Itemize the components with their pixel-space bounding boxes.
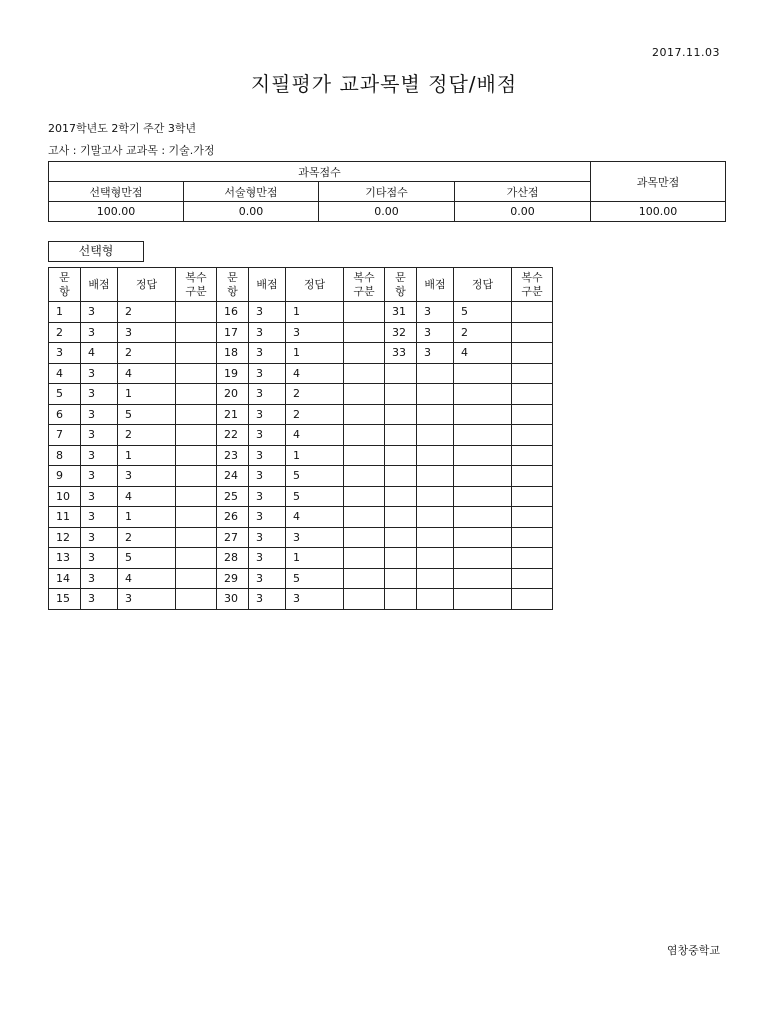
question-no: 21 [217,404,249,425]
table-row [49,445,553,466]
table-row [49,425,553,446]
table-row [49,507,553,528]
answer: 1 [286,302,344,323]
multiple-flag [176,343,217,364]
question-no: 24 [217,466,249,487]
score-value: 0.00 [319,202,455,222]
table-row [49,343,553,364]
header-multiple: 복수 구분 [344,268,385,302]
points [417,568,454,589]
score-table [48,161,726,222]
section-label: 선택형 [48,241,144,262]
multiple-flag [512,466,553,487]
multiple-flag [176,363,217,384]
answer: 5 [286,568,344,589]
question-no: 22 [217,425,249,446]
multiple-flag [512,486,553,507]
points: 3 [81,384,118,405]
question-no [385,507,417,528]
multiple-flag [176,322,217,343]
answer [454,507,512,528]
multiple-flag [176,486,217,507]
answer [454,363,512,384]
points [417,384,454,405]
question-no: 3 [49,343,81,364]
table-row [49,527,553,548]
multiple-flag [344,302,385,323]
points [417,425,454,446]
points: 3 [249,589,286,610]
points: 3 [81,486,118,507]
points: 3 [417,302,454,323]
answer: 4 [118,363,176,384]
points [417,548,454,569]
header-answer: 정답 [286,268,344,302]
answer [454,548,512,569]
multiple-flag [512,404,553,425]
answer [454,384,512,405]
header-answer: 정답 [454,268,512,302]
points: 3 [417,322,454,343]
answer [454,527,512,548]
multiple-flag [176,548,217,569]
question-no: 25 [217,486,249,507]
question-no: 30 [217,589,249,610]
question-no: 16 [217,302,249,323]
multiple-flag [344,445,385,466]
table-row [49,363,553,384]
answer: 3 [118,466,176,487]
multiple-flag [344,425,385,446]
school-name: 염창중학교 [666,944,720,957]
header-answer: 정답 [118,268,176,302]
answer: 3 [286,589,344,610]
question-no: 1 [49,302,81,323]
question-no [385,363,417,384]
points: 3 [81,568,118,589]
question-no: 18 [217,343,249,364]
question-no: 26 [217,507,249,528]
score-value: 100.00 [49,202,184,222]
points: 3 [81,425,118,446]
points: 3 [249,322,286,343]
question-no: 6 [49,404,81,425]
points [417,404,454,425]
question-no: 29 [217,568,249,589]
multiple-flag [176,527,217,548]
multiple-flag [344,322,385,343]
multiple-flag [512,548,553,569]
multiple-flag [344,404,385,425]
answer [454,445,512,466]
multiple-flag [176,302,217,323]
points: 3 [81,466,118,487]
points: 3 [81,363,118,384]
score-column-header: 선택형만점 [49,182,184,202]
points: 3 [81,589,118,610]
answer: 2 [118,425,176,446]
points: 4 [81,343,118,364]
points [417,445,454,466]
header-multiple: 복수 구분 [512,268,553,302]
multiple-flag [344,568,385,589]
points: 3 [249,486,286,507]
question-no: 33 [385,343,417,364]
multiple-flag [512,384,553,405]
answer [454,486,512,507]
answer: 4 [118,486,176,507]
header-question-no: 문 항 [217,268,249,302]
table-row [49,486,553,507]
table-row [49,568,553,589]
question-no [385,404,417,425]
points [417,486,454,507]
question-no [385,527,417,548]
multiple-flag [344,548,385,569]
answer: 1 [286,445,344,466]
multiple-flag [512,527,553,548]
document-title: 지필평가 교과목별 정답/배점 [250,72,518,96]
multiple-flag [344,466,385,487]
question-no: 17 [217,322,249,343]
points: 3 [417,343,454,364]
question-no: 5 [49,384,81,405]
answer: 3 [286,322,344,343]
points: 3 [81,548,118,569]
answer: 2 [454,322,512,343]
multiple-flag [344,384,385,405]
exam-subject-info: 고사 : 기말고사 교과목 : 기술.가정 [48,144,215,157]
points: 3 [81,404,118,425]
points [417,527,454,548]
answer: 2 [118,527,176,548]
answer: 1 [118,445,176,466]
points: 3 [249,302,286,323]
points: 3 [249,343,286,364]
points: 3 [81,527,118,548]
header-question-no: 문 항 [49,268,81,302]
multiple-flag [176,445,217,466]
question-no [385,445,417,466]
question-no [385,384,417,405]
question-no: 27 [217,527,249,548]
answer [454,568,512,589]
full-score-value: 100.00 [591,202,726,222]
answer: 4 [118,568,176,589]
table-row [49,384,553,405]
answer: 4 [454,343,512,364]
header-points: 배점 [249,268,286,302]
score-value: 0.00 [455,202,591,222]
points: 3 [249,445,286,466]
question-no: 8 [49,445,81,466]
multiple-flag [512,363,553,384]
question-no: 14 [49,568,81,589]
multiple-flag [176,425,217,446]
header-points: 배점 [417,268,454,302]
multiple-flag [512,302,553,323]
answer: 5 [286,486,344,507]
answer [454,404,512,425]
question-no [385,486,417,507]
multiple-flag [512,322,553,343]
question-no: 19 [217,363,249,384]
answer: 5 [454,302,512,323]
header-question-no: 문 항 [385,268,417,302]
multiple-flag [512,445,553,466]
answer: 3 [118,322,176,343]
multiple-flag [344,507,385,528]
question-no: 23 [217,445,249,466]
question-no: 9 [49,466,81,487]
answer: 2 [286,384,344,405]
table-row [49,322,553,343]
question-no [385,589,417,610]
points: 3 [249,363,286,384]
term-info: 2017학년도 2학기 주간 3학년 [48,122,197,135]
score-value: 0.00 [184,202,319,222]
points [417,466,454,487]
answer: 1 [286,548,344,569]
table-row [49,466,553,487]
question-no: 7 [49,425,81,446]
table-row [49,404,553,425]
answer: 5 [118,548,176,569]
question-no: 12 [49,527,81,548]
points: 3 [249,404,286,425]
question-no: 31 [385,302,417,323]
answer: 3 [118,589,176,610]
answer: 5 [118,404,176,425]
table-row [49,589,553,610]
points: 3 [81,507,118,528]
points: 3 [249,527,286,548]
answer: 4 [286,425,344,446]
multiple-flag [512,425,553,446]
table-row [49,548,553,569]
header-multiple: 복수 구분 [176,268,217,302]
question-no [385,425,417,446]
question-no: 10 [49,486,81,507]
question-no: 15 [49,589,81,610]
question-no: 20 [217,384,249,405]
answer: 2 [118,302,176,323]
points: 3 [249,384,286,405]
points: 3 [249,425,286,446]
answer: 1 [286,343,344,364]
score-column-header: 가산점 [455,182,591,202]
score-group-header: 과목점수 [49,162,591,182]
multiple-flag [176,384,217,405]
multiple-flag [512,507,553,528]
answer-table [48,267,553,610]
points: 3 [81,302,118,323]
answer [454,466,512,487]
points: 3 [249,466,286,487]
points: 3 [249,548,286,569]
multiple-flag [344,486,385,507]
question-no [385,548,417,569]
question-no: 11 [49,507,81,528]
points [417,363,454,384]
points: 3 [81,322,118,343]
multiple-flag [176,404,217,425]
multiple-flag [176,466,217,487]
full-score-header: 과목만점 [591,162,726,202]
score-column-header: 기타점수 [319,182,455,202]
question-no: 13 [49,548,81,569]
answer-header-row [49,268,553,302]
multiple-flag [512,589,553,610]
answer: 2 [118,343,176,364]
multiple-flag [344,363,385,384]
multiple-flag [512,343,553,364]
answer: 3 [286,527,344,548]
question-no: 28 [217,548,249,569]
score-column-header: 서술형만점 [184,182,319,202]
answer: 5 [286,466,344,487]
points: 3 [249,507,286,528]
answer: 1 [118,384,176,405]
multiple-flag [512,568,553,589]
multiple-flag [176,589,217,610]
table-row [49,302,553,323]
print-date: 2017.11.03 [652,46,720,59]
multiple-flag [344,527,385,548]
answer [454,425,512,446]
question-no [385,568,417,589]
points: 3 [249,568,286,589]
header-points: 배점 [81,268,118,302]
multiple-flag [176,568,217,589]
multiple-flag [176,507,217,528]
points: 3 [81,445,118,466]
answer: 4 [286,507,344,528]
question-no [385,466,417,487]
answer: 2 [286,404,344,425]
points [417,507,454,528]
question-no: 32 [385,322,417,343]
multiple-flag [344,589,385,610]
multiple-flag [344,343,385,364]
question-no: 2 [49,322,81,343]
points [417,589,454,610]
question-no: 4 [49,363,81,384]
answer: 1 [118,507,176,528]
answer [454,589,512,610]
answer: 4 [286,363,344,384]
